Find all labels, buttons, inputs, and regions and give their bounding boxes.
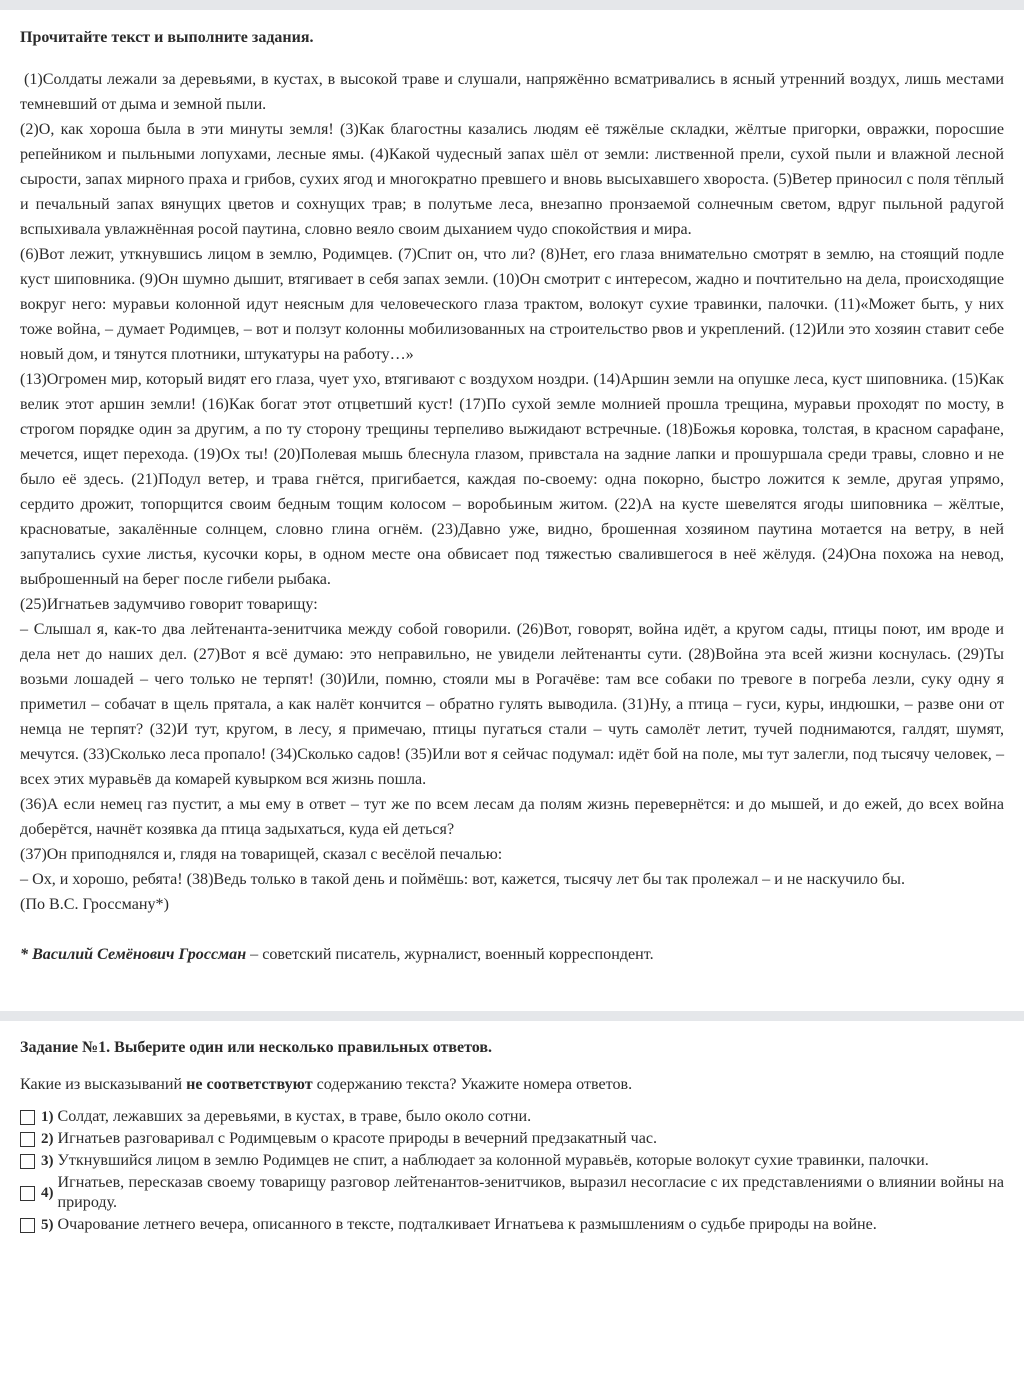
top-divider (0, 0, 1024, 10)
paragraph: – Слышал я, как-то два лейтенанта-зенитчика между собой говорили. (26)Вот, говорят, война идёт, а кругом сады, птицы поют, им вроде и дела нет до наших дел. (27)Вот я всё думаю: это неправильно, не увидели лейтенанты сути. (28)Война эта всей жизни коснулась. (29)Ты возьми лошадей – чего только не терпят! (30)Или, помню, стояли мы в Рогачёве: там все собаки по тревоге в погреба лезли, суку одну я приметил – собачат в щель прятала, а как налёт кончится – обратно гулять выводила. (31)Ну, а птица – гуси, куры, индюшки, – разве они от немца не терпят? (32)И тут, кругом, в лесу, я примечаю, птицы пугаться стали – чуть самолёт летит, тучей поднимаются, галдят, шумят, мечутся. (33)Сколько леса пропало! (34)Сколько садов! (35)Или вот я сейчас подумал: идёт бой на поле, мы тут залегли, под тысячу человек, – всех этих муравьёв да комарей кувырком вся жизнь пошла. (20, 621, 1004, 788)
answer-option-5[interactable] (20, 1215, 1004, 1235)
source-attribution: (По В.С. Гроссману*) (20, 896, 169, 913)
option-number: 3) (41, 1152, 54, 1169)
paragraph: (1)Солдаты лежали за деревьями, в кустах, в высокой траве и слушали, напряжённо всматривались в ясный утренний воздух, лишь местами темневший от дыма и земной пыли. (20, 71, 1004, 113)
option-text: Уткнувшийся лицом в землю Родимцев не спит, а наблюдает за колонной муравьёв, которые волокут сухие травинки, палочки. (57, 1152, 929, 1169)
reading-text (20, 67, 1004, 917)
author-footnote (20, 942, 1004, 967)
paragraph: (36)А если немец газ пустит, а мы ему в ответ – тут же по всем лесам да полям жизнь перевернётся: и до мышей, и до ежей, до всех война доберётся, начнёт козявка да птица задыхаться, куда ей деться? (20, 796, 1004, 838)
option-text: Игнатьев, пересказав своему товарищу разговор лейтенантов-зенитчиков, выразил несогласие с их представлениями о влиянии войны на природу. (57, 1174, 1004, 1211)
checkbox[interactable] (20, 1110, 35, 1125)
task-title: Задание №1. Выберите один или несколько правильных ответов. (20, 1039, 493, 1056)
task-panel (0, 1021, 1024, 1235)
reading-heading: Прочитайте текст и выполните задания. (20, 29, 314, 46)
option-number: 1) (41, 1108, 54, 1125)
reading-panel (0, 10, 1024, 967)
footnote-text: – советский писатель, журналист, военный корреспондент. (246, 946, 654, 963)
option-text: Солдат, лежавших за деревьями, в кустах, в траве, было около сотни. (57, 1108, 532, 1125)
option-text: Игнатьев разговаривал с Родимцевым о красоте природы в вечерний предзакатный час. (57, 1130, 658, 1147)
paragraph: (37)Он приподнялся и, глядя на товарищей, сказал с весёлой печалью: (20, 846, 503, 863)
question-emphasis: не соответствуют (186, 1076, 313, 1093)
question-text-end: содержанию текста? Укажите номера ответов. (312, 1076, 633, 1093)
answer-option-1[interactable] (20, 1107, 1004, 1127)
option-number: 4) (41, 1184, 54, 1201)
answer-option-4[interactable] (20, 1173, 1004, 1213)
paragraph: (2)О, как хороша была в эти минуты земля! (3)Как благостны казались людям её тяжёлые складки, жёлтые пригорки, овражки, поросшие репейником и пыльными лопухами, лесные ямы. (4)Какой чудесный запах шёл от земли: лиственной прели, сухой пыли и влажной лесной сырости, запах мирного праха и грибов, сухих ягод и многократно превшего и вновь высыхавшего хвороста. (5)Ветер приносил с поля тёплый и печальный запах вянущих цветов и сохнущих трав; в полутьме леса, внезапно пронзаемой солнечным светом, вдруг пыльной радугой вспыхивала увлажнённая росой паутина, словно веяло своим дыханием чудо спокойствия и мира. (20, 121, 1004, 238)
question-text-start: Какие из высказываний (20, 1076, 187, 1093)
checkbox[interactable] (20, 1218, 35, 1233)
answer-options (20, 1107, 1004, 1235)
option-number: 5) (41, 1216, 54, 1233)
task-question (20, 1075, 1004, 1095)
footnote-author: * Василий Семёнович Гроссман (20, 946, 247, 963)
paragraph: (13)Огромен мир, который видят его глаза, чует ухо, втягивают с воздухом ноздри. (14)Аршин земли на опушке леса, куст шиповника. (15)Как велик этот аршин земли! (16)Как богат этот отцветший куст! (17)По сухой земле молнией прошла трещина, муравьи проходят по мосту, в строгом порядке один за другим, а по ту сторону трещины терпеливо выжидают встречные. (18)Божья коровка, толстая, в красном сарафане, мечется, ищет перехода. (19)Ох ты! (20)Полевая мышь блеснула глазом, привстала на задние лапки и прошуршала среди травы, словно и не было её здесь. (21)Подул ветер, и трава гнётся, пригибается, каждая по-своему: одна покорно, быстро ложится к земле, другая упрямо, сердито дрожит, топорщится своим бедным тощим колосом – воробьиным житом. (22)А на кусте шевелятся ягоды шиповника – жёлтые, красноватые, закалённые солнцем, словно глина огнём. (23)Давно уже, видно, брошенная хозяином паутина мотается на ветру, в ней запутались сухие листья, кусочки коры, в одном месте она обвисает под тяжестью свалившегося в неё жёлудя. (24)Она похожа на невод, выброшенный на берег после гибели рыбака. (20, 371, 1004, 588)
checkbox[interactable] (20, 1186, 35, 1201)
checkbox[interactable] (20, 1132, 35, 1147)
answer-option-3[interactable] (20, 1151, 1004, 1171)
option-text: Очарование летнего вечера, описанного в тексте, подталкивает Игнатьева к размышлениям о судьбе природы на войне. (57, 1216, 877, 1233)
option-number: 2) (41, 1130, 54, 1147)
answer-option-2[interactable] (20, 1129, 1004, 1149)
paragraph: – Ох, и хорошо, ребята! (38)Ведь только в такой день и поймёшь: вот, кажется, тысячу лет бы так пролежал – и не наскучило бы. (20, 871, 905, 888)
paragraph: (25)Игнатьев задумчиво говорит товарищу: (20, 596, 318, 613)
section-divider (0, 1011, 1024, 1021)
paragraph: (6)Вот лежит, уткнувшись лицом в землю, Родимцев. (7)Спит он, что ли? (8)Нет, его глаза внимательно смотрят в землю, на стоящий подле куст шиповника. (9)Он шумно дышит, втягивает в себя запах земли. (10)Он смотрит с интересом, жадно и почтительно на дела, происходящие вокруг него: муравьи колонной идут неясным для человеческого глаза трактом, волокут сухие травинки, палочки. (11)«Может быть, у них тоже война, – думает Родимцев, – вот и ползут колонны мобилизованных на строительство рвов и укреплений. (12)Или это хозяин ставит себе новый дом, и тянутся плотники, штукатуры на работу…» (20, 246, 1004, 363)
checkbox[interactable] (20, 1154, 35, 1169)
